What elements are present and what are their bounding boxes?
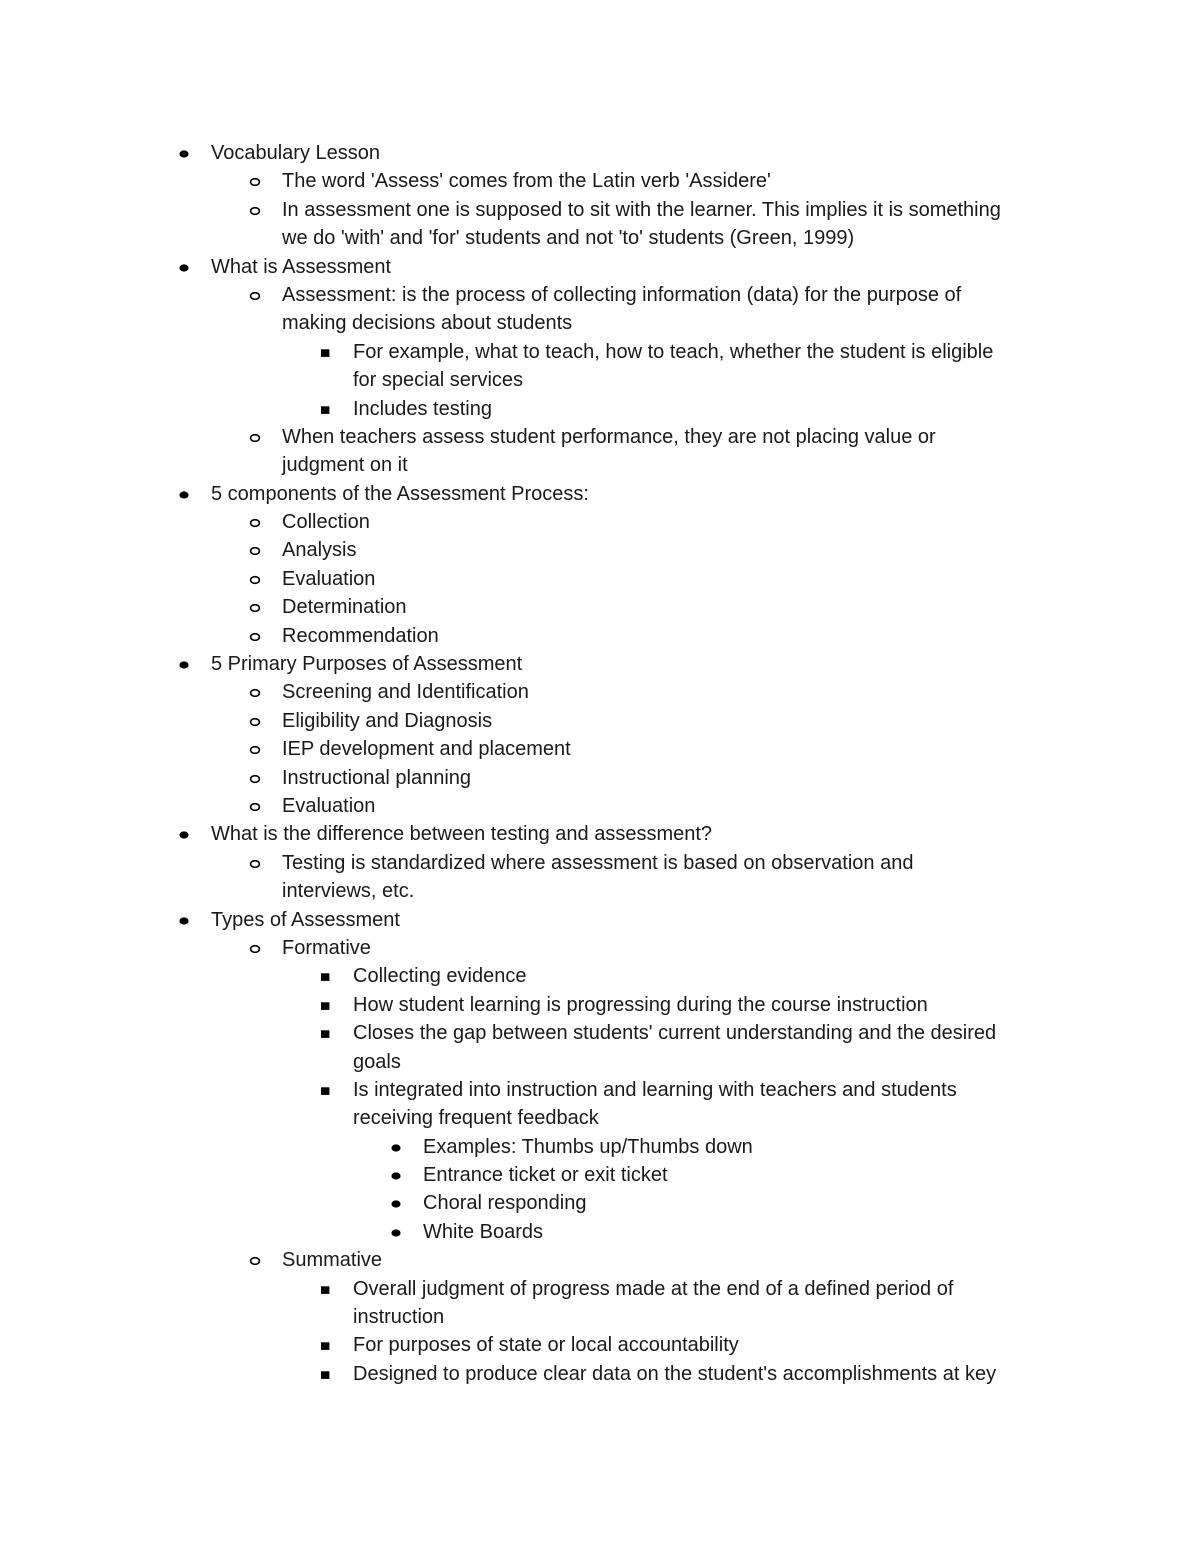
list-item-level-1 — [0, 650, 1200, 678]
list-item-line — [0, 167, 1200, 195]
list-item-line — [0, 1360, 1200, 1388]
list-item-text: Entrance ticket or exit ticket — [423, 1164, 668, 1187]
list-item-level-2 — [0, 167, 1200, 195]
filled-circle-bullet-icon — [389, 1161, 403, 1189]
list-item-level-3 — [0, 1331, 1200, 1359]
list-item-text: Is integrated into instruction and learning with teachers and students — [353, 1078, 957, 1101]
list-item-level-2 — [0, 792, 1200, 820]
list-item-text: Collection — [282, 511, 370, 534]
list-item-text: For purposes of state or local accountability — [353, 1334, 739, 1357]
bulleted-outline — [0, 139, 1200, 1388]
list-item-level-1 — [0, 906, 1200, 934]
list-item-text: White Boards — [423, 1220, 544, 1243]
list-item-text: interviews, etc. — [282, 880, 415, 903]
list-item-text: judgment on it — [282, 454, 408, 477]
list-item-text: Closes the gap between students' current understanding and the desired — [353, 1022, 997, 1045]
list-item-level-1 — [0, 253, 1200, 281]
filled-square-bullet-icon — [318, 1076, 332, 1104]
list-item-text: Types of Assessment — [211, 908, 400, 931]
list-item-level-4 — [0, 1189, 1200, 1217]
list-item-level-2 — [0, 735, 1200, 763]
list-item-line — [0, 1104, 1200, 1132]
list-item-line — [0, 1331, 1200, 1359]
list-item-level-2 — [0, 764, 1200, 792]
list-item-line — [0, 139, 1200, 167]
list-item-text: Assessment: is the process of collecting information (data) for the purpose of — [282, 283, 962, 306]
filled-circle-bullet-icon — [389, 1133, 403, 1161]
list-item-line — [0, 1048, 1200, 1076]
list-item-line — [0, 593, 1200, 621]
list-item-line — [0, 678, 1200, 706]
list-item-level-3 — [0, 1275, 1200, 1332]
list-item-line — [0, 877, 1200, 905]
list-item-text: Screening and Identification — [282, 681, 529, 704]
list-item-level-2 — [0, 423, 1200, 480]
list-item-text: What is Assessment — [211, 255, 392, 278]
list-item-text: 5 Primary Purposes of Assessment — [211, 653, 523, 676]
document-page — [0, 139, 1200, 1388]
list-item-text: How student learning is progressing during the course instruction — [353, 993, 928, 1016]
list-item-level-1 — [0, 139, 1200, 167]
list-item-text: Designed to produce clear data on the student's accomplishments at key — [353, 1362, 997, 1385]
list-item-level-3 — [0, 962, 1200, 990]
list-item-level-2 — [0, 536, 1200, 564]
list-item-line — [0, 224, 1200, 252]
list-item-line — [0, 508, 1200, 536]
list-item-level-2 — [0, 849, 1200, 906]
list-item-line — [0, 849, 1200, 877]
list-item-text: goals — [353, 1050, 401, 1073]
list-item-text: Vocabulary Lesson — [211, 142, 381, 164]
filled-circle-bullet-icon — [177, 139, 191, 167]
list-item-text: Examples: Thumbs up/Thumbs down — [423, 1135, 753, 1158]
list-item-line — [0, 1076, 1200, 1104]
hollow-circle-bullet-icon — [248, 423, 262, 451]
list-item-text: Instructional planning — [282, 766, 472, 789]
list-item-level-3 — [0, 1076, 1200, 1133]
list-item-line — [0, 820, 1200, 848]
list-item-text: Summative — [282, 1249, 383, 1272]
list-item-text: IEP development and placement — [282, 738, 571, 761]
list-item-line — [0, 1161, 1200, 1189]
filled-square-bullet-icon — [318, 1019, 332, 1047]
list-item-line — [0, 934, 1200, 962]
filled-circle-bullet-icon — [177, 480, 191, 508]
list-item-level-2 — [0, 622, 1200, 650]
list-item-line — [0, 962, 1200, 990]
hollow-circle-bullet-icon — [248, 1246, 262, 1274]
list-item-line — [0, 309, 1200, 337]
filled-square-bullet-icon — [318, 395, 332, 423]
list-item-level-2 — [0, 196, 1200, 253]
list-item-text: Evaluation — [282, 567, 376, 590]
list-item-level-2 — [0, 508, 1200, 536]
list-item-line — [0, 536, 1200, 564]
list-item-text: Testing is standardized where assessment is based on observation and — [282, 851, 914, 874]
filled-circle-bullet-icon — [389, 1218, 403, 1246]
list-item-line — [0, 1189, 1200, 1217]
list-item-line — [0, 338, 1200, 366]
list-item-text: instruction — [353, 1306, 445, 1329]
list-item-line — [0, 1275, 1200, 1303]
list-item-level-2 — [0, 678, 1200, 706]
list-item-text: When teachers assess student performance, they are not placing value or — [282, 425, 936, 448]
list-item-line — [0, 366, 1200, 394]
list-item-line — [0, 1246, 1200, 1274]
list-item-line — [0, 1218, 1200, 1246]
list-item-level-3 — [0, 1360, 1200, 1388]
list-item-line — [0, 906, 1200, 934]
list-item-text: The word 'Assess' comes from the Latin verb 'Assidere' — [282, 170, 771, 193]
filled-square-bullet-icon — [318, 991, 332, 1019]
filled-square-bullet-icon — [318, 962, 332, 990]
list-item-text: Determination — [282, 596, 407, 619]
hollow-circle-bullet-icon — [248, 508, 262, 536]
list-item-text: Collecting evidence — [353, 965, 527, 988]
list-item-text: 5 components of the Assessment Process: — [211, 482, 589, 505]
list-item-text: receiving frequent feedback — [353, 1107, 599, 1130]
list-item-text: What is the difference between testing and assessment? — [211, 823, 713, 846]
hollow-circle-bullet-icon — [248, 764, 262, 792]
list-item-line — [0, 764, 1200, 792]
filled-circle-bullet-icon — [177, 820, 191, 848]
list-item-text: we do 'with' and 'for' students and not 'to' students (Green, 1999) — [282, 227, 855, 250]
list-item-text: Formative — [282, 936, 371, 959]
filled-square-bullet-icon — [318, 338, 332, 366]
list-item-level-3 — [0, 395, 1200, 423]
list-item-line — [0, 423, 1200, 451]
hollow-circle-bullet-icon — [248, 849, 262, 877]
list-item-line — [0, 1303, 1200, 1331]
list-item-level-2 — [0, 934, 1200, 962]
list-item-level-3 — [0, 1019, 1200, 1076]
list-item-level-1 — [0, 480, 1200, 508]
list-item-line — [0, 792, 1200, 820]
filled-circle-bullet-icon — [177, 906, 191, 934]
hollow-circle-bullet-icon — [248, 678, 262, 706]
hollow-circle-bullet-icon — [248, 281, 262, 309]
list-item-line — [0, 707, 1200, 735]
list-item-text: Eligibility and Diagnosis — [282, 709, 493, 732]
filled-circle-bullet-icon — [389, 1189, 403, 1217]
hollow-circle-bullet-icon — [248, 792, 262, 820]
hollow-circle-bullet-icon — [248, 167, 262, 195]
list-item-text: For example, what to teach, how to teach, whether the student is eligible — [353, 340, 994, 363]
list-item-text: for special services — [353, 369, 524, 392]
list-item-line — [0, 196, 1200, 224]
hollow-circle-bullet-icon — [248, 196, 262, 224]
list-item-line — [0, 991, 1200, 1019]
list-item-line — [0, 622, 1200, 650]
list-item-line — [0, 451, 1200, 479]
list-item-level-2 — [0, 1246, 1200, 1274]
hollow-circle-bullet-icon — [248, 934, 262, 962]
list-item-level-2 — [0, 593, 1200, 621]
list-item-level-3 — [0, 991, 1200, 1019]
list-item-text: Analysis — [282, 539, 357, 562]
list-item-text: Evaluation — [282, 794, 376, 817]
list-item-level-2 — [0, 707, 1200, 735]
list-item-line — [0, 735, 1200, 763]
hollow-circle-bullet-icon — [248, 622, 262, 650]
list-item-level-4 — [0, 1161, 1200, 1189]
filled-circle-bullet-icon — [177, 650, 191, 678]
list-item-level-4 — [0, 1218, 1200, 1246]
list-item-text: Recommendation — [282, 624, 439, 647]
list-item-level-2 — [0, 565, 1200, 593]
list-item-line — [0, 1019, 1200, 1047]
list-item-level-1 — [0, 820, 1200, 848]
list-item-level-4 — [0, 1133, 1200, 1161]
list-item-line — [0, 395, 1200, 423]
hollow-circle-bullet-icon — [248, 565, 262, 593]
list-item-line — [0, 480, 1200, 508]
list-item-text: In assessment one is supposed to sit with the learner. This implies it is something — [282, 198, 1001, 221]
list-item-text: making decisions about students — [282, 312, 573, 335]
list-item-line — [0, 253, 1200, 281]
list-item-level-3 — [0, 338, 1200, 395]
list-item-line — [0, 281, 1200, 309]
filled-square-bullet-icon — [318, 1275, 332, 1303]
list-item-text: Includes testing — [353, 397, 492, 420]
filled-square-bullet-icon — [318, 1360, 332, 1388]
hollow-circle-bullet-icon — [248, 735, 262, 763]
list-item-line — [0, 1133, 1200, 1161]
filled-circle-bullet-icon — [177, 253, 191, 281]
filled-square-bullet-icon — [318, 1331, 332, 1359]
list-item-text: Overall judgment of progress made at the end of a defined period of — [353, 1277, 954, 1300]
list-item-level-2 — [0, 281, 1200, 338]
hollow-circle-bullet-icon — [248, 707, 262, 735]
list-item-line — [0, 565, 1200, 593]
hollow-circle-bullet-icon — [248, 593, 262, 621]
hollow-circle-bullet-icon — [248, 536, 262, 564]
list-item-text: Choral responding — [423, 1192, 587, 1215]
list-item-line — [0, 650, 1200, 678]
